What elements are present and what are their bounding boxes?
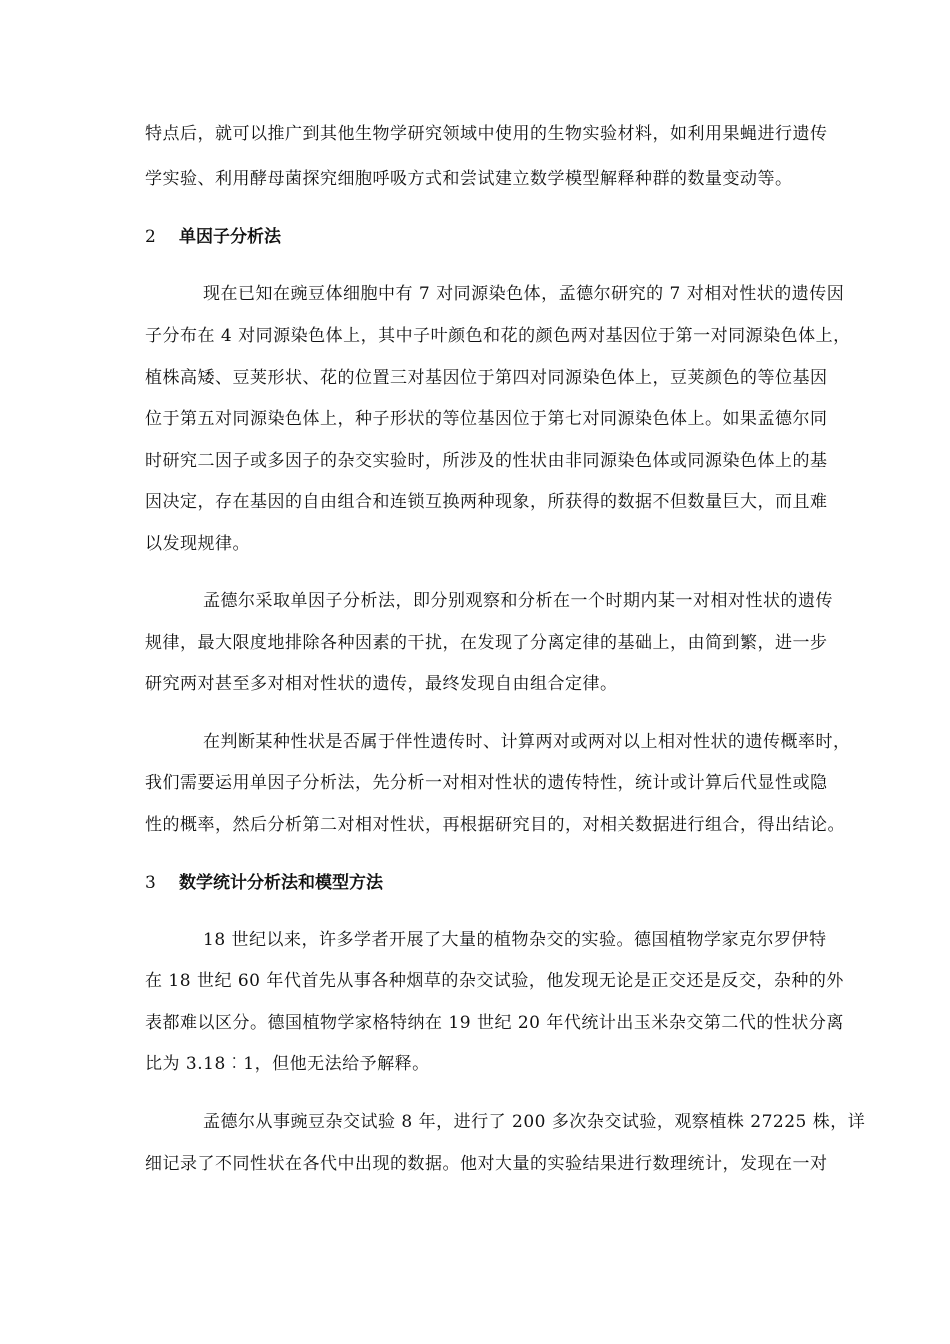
text-line: 以发现规律。 bbox=[145, 534, 250, 554]
text-line: 时研究二因子或多因子的杂交实验时，所涉及的性状由非同源染色体或同源染色体上的基 bbox=[145, 451, 828, 471]
text-line: 研究两对甚至多对相对性状的遗传，最终发现自由组合定律。 bbox=[145, 674, 618, 694]
text-line: 在 18 世纪 60 年代首先从事各种烟草的杂交试验，他发现无论是正交还是反交，杂种的外 bbox=[145, 971, 844, 991]
section-title: 单因子分析法 bbox=[179, 227, 281, 247]
text-line: 学实验、利用酵母菌探究细胞呼吸方式和尝试建立数学模型解释种群的数量变动等。 bbox=[145, 169, 793, 189]
section-number: 2 bbox=[145, 227, 156, 247]
text-line: 植株高矮、豆荚形状、花的位置三对基因位于第四对同源染色体上，豆荚颜色的等位基因 bbox=[145, 368, 828, 388]
text-line: 子分布在 4 对同源染色体上，其中子叶颜色和花的颜色两对基因位于第一对同源染色体上， bbox=[145, 326, 851, 346]
section-title: 数学统计分析法和模型方法 bbox=[179, 873, 383, 893]
text-line: 性的概率，然后分析第二对相对性状，再根据研究目的，对相关数据进行组合，得出结论。 bbox=[145, 815, 845, 835]
text-line: 位于第五对同源染色体上，种子形状的等位基因位于第七对同源染色体上。如果孟德尔同 bbox=[145, 409, 828, 429]
text-line: 规律，最大限度地排除各种因素的干扰，在发现了分离定律的基础上，由简到繁，进一步 bbox=[145, 633, 828, 653]
text-line: 在判断某种性状是否属于伴性遗传时、计算两对或两对以上相对性状的遗传概率时， bbox=[203, 732, 851, 752]
text-line: 我们需要运用单因子分析法，先分析一对相对性状的遗传特性，统计或计算后代显性或隐 bbox=[145, 773, 828, 793]
text-line: 现在已知在豌豆体细胞中有 7 对同源染色体，孟德尔研究的 7 对相对性状的遗传因 bbox=[203, 284, 845, 304]
text-line: 孟德尔从事豌豆杂交试验 8 年，进行了 200 多次杂交试验，观察植株 27225 株，详 bbox=[203, 1112, 866, 1132]
text-line: 细记录了不同性状在各代中出现的数据。他对大量的实验结果进行数理统计，发现在一对 bbox=[145, 1154, 828, 1174]
text-line: 因决定，存在基因的自由组合和连锁互换两种现象，所获得的数据不但数量巨大，而且难 bbox=[145, 492, 828, 512]
text-line: 18 世纪以来，许多学者开展了大量的植物杂交的实验。德国植物学家克尔罗伊特 bbox=[203, 930, 827, 950]
section-heading bbox=[145, 227, 281, 247]
text-line: 特点后，就可以推广到其他生物学研究领域中使用的生物实验材料，如利用果蝇进行遗传 bbox=[145, 124, 828, 144]
text-line: 比为 3.18︰1，但他无法给予解释。 bbox=[145, 1054, 430, 1074]
section-heading bbox=[145, 873, 383, 893]
text-line: 表都难以区分。德国植物学家格特纳在 19 世纪 20 年代统计出玉米杂交第二代的性状分离 bbox=[145, 1013, 844, 1033]
section-number: 3 bbox=[145, 873, 156, 893]
text-line: 孟德尔采取单因子分析法，即分别观察和分析在一个时期内某一对相对性状的遗传 bbox=[203, 591, 833, 611]
